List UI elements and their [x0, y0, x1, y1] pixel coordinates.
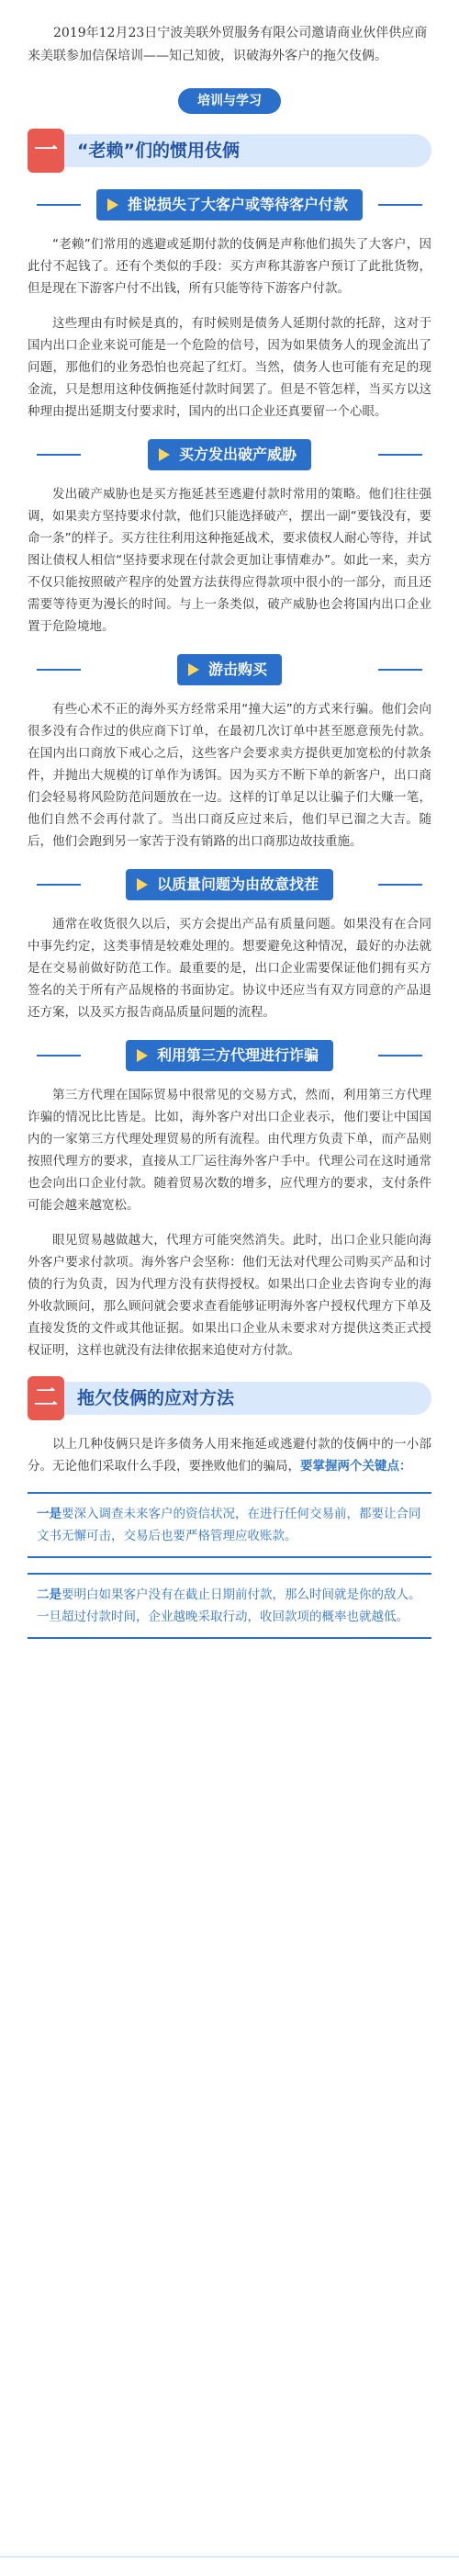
key-point-box	[28, 1573, 431, 1639]
body-paragraph: 这些理由有时候是真的，有时候则是债务人延期付款的托辞，这对于国内出口企业来说可能是一个危险的信号，因为如果债务人的现金流出了问题，那他们的业务恐怕也亮起了红灯。当然，债务人也可能有充足的现金流，只是想用这种伎俩拖延付款时间罢了。但是不管怎样，当买方以这种理由提出延期支付要求时，国内的出口企业还真要留一个心眼。	[28, 316, 431, 419]
chapter-heading-2	[28, 1376, 431, 1420]
chapter-number: 一	[28, 129, 64, 173]
body-paragraph	[28, 1433, 431, 1477]
section-heading	[28, 1040, 431, 1071]
chapter-title: 拖欠伎俩的应对方法	[77, 1388, 235, 1408]
intro-text: 以上几种伎俩只是许多债务人用来拖延或逃避付款的伎俩中的一小部分。无论他们采取什么手段，要挫败他们的骗局，	[28, 1437, 431, 1474]
training-badge: 培训与学习	[178, 88, 281, 114]
chapter-heading-1	[28, 129, 431, 173]
play-icon	[188, 663, 199, 676]
section-heading	[28, 869, 431, 900]
body-paragraph: 发出破产威胁也是买方拖延甚至逃避付款时常用的策略。他们往往强调，如果卖方坚持要求付款，他们只能选择破产，摆出一副“要钱没有，要命一条”的样子。买方往往利用这种拖延战术，要求债权人耐心等待，并试图让债权人相信“坚持要求现在付款会更加让事情难办”。如此一来，卖方不仅只能按照破产程序的处置方法获得应得款项中很小的一部分，而且还需要等待更为漫长的时间。与上一条类似，破产威胁也会将国内出口企业置于危险境地。	[28, 487, 431, 634]
body-paragraph: 眼见贸易越做越大，代理方可能突然消失。此时，出口企业只能向海外客户要求付款项。海外客户会坚称：他们无法对代理公司购买产品和讨债的行为负责，因为代理方没有获得授权。如果出口企业去咨询专业的海外收款顾问，那么顾问就会要求查看能够证明海外客户授权代理方下单及直接发货的文件或其他证据。如果出口企业从未要求对方提供这类正式授权证明，这样也就没有法律依据来追使对方付款。	[28, 1233, 431, 1358]
section-heading	[28, 439, 431, 470]
body-paragraph: 有些心术不正的海外买方经常采用“撞大运”的方式来行骗。他们会向很多没有合作过的供应商下订单，在最初几次订单中甚至愿意预先付款。在国内出口商放下戒心之后，这些客户会要求卖方提供更加宽松的付款条件，并抛出大规模的订单作为诱饵。因为买方不断下单的新客户，出口商们会轻易将风险防范问题放在一边。这样的订单足以让骗子们大赚一笔，他们自然不会再付款了。当出口商反应过来后，他们早已溜之大吉。随后，他们会跑到另一家苦于没有销路的出口商那边故技重施。	[28, 702, 431, 849]
section-title: 以质量问题为由故意找茬	[156, 876, 319, 893]
body-paragraph: “老赖”们常用的逃避或延期付款的伎俩是声称他们损失了大客户，因此付不起钱了。还有个类似的手段：买方声称其游客户预订了此批货物，但是现在下游客户付不出钱，所有只能等待下游客户付款。	[28, 237, 431, 296]
section-title: 买方发出破产威胁	[178, 446, 297, 463]
section-title: 游击购买	[207, 661, 267, 678]
play-icon	[159, 448, 170, 461]
chapter-number: 二	[28, 1376, 64, 1420]
key-points-lead: 要掌握两个关键点：	[300, 1459, 412, 1474]
chapter-title: “老赖”们的惯用伎俩	[77, 141, 240, 161]
section-heading	[28, 654, 431, 685]
point-lead: 二是	[37, 1587, 62, 1602]
body-paragraph: 通常在收货很久以后，买方会提出产品有质量问题。如果没有在合同中事先约定，这类事情是较难处理的。想要避免这种情况，最好的办法就是在交易前做好防范工作。最重要的是，出口企业需要保证他们拥有买方签名的关于所有产品规格的书面协定。协议中还应当有双方同意的产品退还方案，以及买方报告商品质量问题的流程。	[28, 917, 431, 1020]
body-paragraph: 第三方代理在国际贸易中很常见的交易方式，然而，利用第三方代理诈骗的情况比比皆是。比如，海外客户对出口企业表示，他们要让中国国内的一家第三方代理处理贸易的所有流程。由代理方负责下单，而产品则按照代理方的要求，直接从工厂运往海外客户手中。代理公司在这时通常也会向出口企业付款。随着贸易次数的增多，应代理方的要求，支付条件可能会越来越宽松。	[28, 1088, 431, 1213]
play-icon	[137, 878, 148, 891]
section-title: 利用第三方代理进行诈骗	[156, 1046, 319, 1064]
point-lead: 一是	[37, 1507, 62, 1521]
bottom-divider	[0, 2556, 459, 2558]
intro-paragraph: 2019年12月23日宁波美联外贸服务有限公司邀请商业伙伴供应商来美联参加信保培训——知己知彼，识破海外客户的拖欠伎俩。	[28, 26, 428, 63]
play-icon	[107, 198, 118, 211]
section-title: 推说损失了大客户或等待客户付款	[127, 196, 348, 213]
point-text: 要深入调查未来客户的资信状况，在进行任何交易前，都要让合同文书无懈可击，交易后也要严格管理应收账款。	[37, 1507, 421, 1543]
key-point-box	[28, 1492, 431, 1558]
play-icon	[137, 1049, 148, 1062]
point-text: 要明白如果客户没有在截止日期前付款，那么时间就是你的敌人。一旦超过付款时间，企业越晚采取行动，收回款项的概率也就越低。	[37, 1587, 421, 1624]
section-heading	[28, 189, 431, 220]
